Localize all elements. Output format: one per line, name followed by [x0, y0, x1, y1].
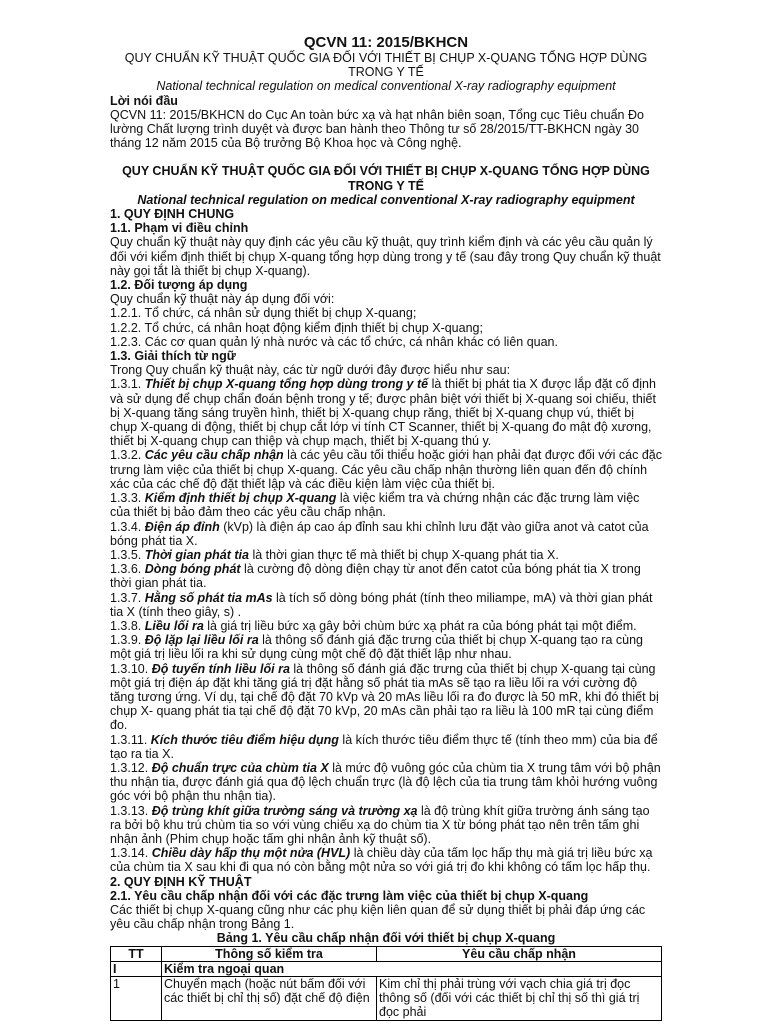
- term-name: Kích thước tiêu điểm hiệu dụng: [150, 732, 339, 747]
- term-number: 1.3.10.: [110, 661, 152, 676]
- term-number: 1.3.9.: [110, 633, 145, 648]
- table-header-param: Thông số kiểm tra: [162, 946, 377, 961]
- term-number: 1.3.6.: [110, 562, 145, 577]
- term-text: là chiều dày của tấm lọc hấp thụ mà giá trị liều bức xạ của chùm tia X sau khi đi qua nó còn bằng một nửa so với giá trị đo khi không có tấm lọc hấp thụ.: [110, 846, 653, 875]
- document-code: QCVN 11: 2015/BKHCN: [303, 34, 469, 51]
- table-cell-requirement: Kim chỉ thị phải trùng với vạch chia giá trị đọc thông số (đối với các thiết bị chỉ thị số thì giá trị đọc phải: [377, 977, 662, 1021]
- table-header-row: [111, 946, 662, 961]
- table-caption: Bảng 1. Yêu cầu chấp nhận đối với thiết bị chụp X-quang: [216, 931, 556, 946]
- term-number: 1.3.12.: [110, 760, 152, 775]
- term-definition: [110, 548, 662, 562]
- table-row: [111, 977, 662, 1021]
- term-name: Liều lối ra: [144, 618, 204, 633]
- section-2-1-heading: 2.1. Yêu cầu chấp nhận đối với các đặc trưng làm việc của thiết bị chụp X-quang: [110, 888, 589, 903]
- term-name: Dòng bóng phát: [144, 562, 241, 577]
- table-cell-tt: I: [111, 961, 162, 976]
- term-definition: [110, 733, 662, 761]
- term-number: 1.3.3.: [110, 491, 145, 506]
- term-text: là kích thước tiêu điểm thực tế (tính theo mm) của bia để tạo ra tia X.: [110, 732, 658, 761]
- term-number: 1.3.4.: [110, 519, 145, 534]
- table-cell-tt: 1: [111, 977, 162, 1021]
- section-1-2-item: 1.2.1. Tổ chức, cá nhân sử dụng thiết bị chụp X-quang;: [110, 306, 417, 321]
- term-text: là thông số đánh giá đặc trưng của thiết bị chụp X-quang tạo ra cùng một giá trị liều lối ra khi sử dụng cùng một chế độ đặt thiết lập như nhau.: [110, 633, 643, 662]
- main-title-en: National technical regulation on medical conventional X-ray radiography equipment: [137, 192, 635, 207]
- term-number: 1.3.2.: [110, 448, 145, 463]
- table-header-tt: TT: [111, 946, 162, 961]
- term-number: 1.3.14.: [110, 846, 152, 861]
- section-1-1-text: Quy chuẩn kỹ thuật này quy định các yêu cầu kỹ thuật, quy trình kiểm định và các yêu cầu quản lý đối với kiểm định thiết bị chụp X-quang tổng hợp dùng trong y tế (sau đây trong Quy chuẩn kỹ thuật này gọi tắt là thiết bị chụp X-quang).: [110, 235, 661, 278]
- document-title-en: National technical regulation on medical conventional X-ray radiography equipment: [156, 79, 616, 94]
- term-number: 1.3.1.: [110, 377, 145, 392]
- section-1-3-intro: Trong Quy chuẩn kỹ thuật này, các từ ngữ dưới đây được hiểu như sau:: [110, 363, 511, 378]
- term-name: Hằng số phát tia mAs: [144, 590, 273, 605]
- document-title-vi: QUY CHUẨN KỸ THUẬT QUỐC GIA ĐỐI VỚI THIẾT BỊ CHỤP X-QUANG TỔNG HỢP DÙNG TRONG Y TẾ: [124, 51, 648, 80]
- term-name: Các yêu cầu chấp nhận: [144, 448, 284, 463]
- section-2-heading: 2. QUY ĐỊNH KỸ THUẬT: [110, 874, 252, 889]
- section-1-1-heading: 1.1. Phạm vi điều chỉnh: [110, 221, 249, 236]
- term-definition: [110, 846, 662, 874]
- term-definition: [110, 491, 662, 519]
- foreword-heading: Lời nói đầu: [110, 93, 178, 108]
- term-name: Thời gian phát tia: [144, 547, 249, 562]
- term-name: Kiểm định thiết bị chụp X-quang: [144, 491, 337, 506]
- term-definition: [110, 377, 662, 448]
- table-cell-param: Chuyển mạch (hoặc nút bấm đối với các thiết bị chỉ thị số) đặt chế độ điện: [162, 977, 377, 1021]
- term-definition: [110, 591, 662, 619]
- term-text: là tích số dòng bóng phát (tính theo miliampe, mA) và thời gian phát tia X (tính theo giây, s) .: [110, 590, 653, 619]
- term-name: Chiều dày hấp thụ một nửa (HVL): [151, 846, 351, 861]
- requirements-table: [110, 946, 662, 1021]
- term-text: là độ trùng khít giữa trường ánh sáng tạo ra bởi bộ khu trú chùm tia so với vùng chiếu xạ do chùm tia X từ bóng phát tạo nên trên tấm ghi nhận ảnh (Phim chụp hoặc tấm ghi nhận ảnh kỹ thuật số).: [110, 803, 650, 846]
- term-definition: [110, 804, 662, 847]
- term-text: là giá trị liều bức xạ gây bởi chùm bức xạ phát ra của bóng phát tại một điểm.: [203, 618, 637, 633]
- term-text: (kVp) là điện áp cao áp đỉnh sau khi chỉnh lưu đặt vào giữa anot và catot của bóng phát tia X.: [110, 519, 649, 548]
- section-2-1-text: Các thiết bị chụp X-quang cũng như các phụ kiện liên quan để sử dụng thiết bị phải đáp ứng các yêu cầu chấp nhận trong Bảng 1.: [110, 902, 646, 932]
- section-1-2-intro: Quy chuẩn kỹ thuật này áp dụng đối với:: [110, 292, 335, 307]
- section-1-heading: 1. QUY ĐỊNH CHUNG: [110, 207, 235, 222]
- term-definition: [110, 448, 662, 491]
- term-name: Độ tuyến tính liều lối ra: [151, 661, 290, 676]
- spacer: [110, 150, 662, 164]
- term-text: là thời gian thực tế mà thiết bị chụp X-quang phát tia X.: [248, 547, 559, 562]
- term-text: là mức độ vuông góc của chùm tia X trung tâm với bộ phận thu nhận tia, được đánh giá qua độ lệch chuẩn trực (là độ lệch của tia trung tâm khỏi hướng vuông góc với bộ phận thu nhận tia).: [110, 760, 661, 804]
- table-header-requirement: Yêu cầu chấp nhận: [377, 946, 662, 961]
- term-text: là thông số đánh giá đặc trưng của thiết bị chụp X-quang tại cùng một giá trị điện áp đặt khi tăng giá trị đặt hằng số phát tia mAs sẽ tạo ra liều lối ra với cường độ tăng tương ứng. Ví dụ, tại chế độ đặt 70 kVp và 20 mAs liều lối ra đo được là 50 mR, khi đó thiết bị chụp X- quang phát tia tại chế độ đặt 70 kVp, 20 mAs cần phải tạo ra liều là 100 mR tại cùng điểm đo.: [110, 661, 659, 733]
- term-definition: [110, 520, 662, 548]
- term-definition: [110, 633, 662, 661]
- term-name: Độ lặp lại liều lối ra: [144, 633, 259, 648]
- term-number: 1.3.13.: [110, 803, 152, 818]
- term-name: Độ trùng khít giữa trường sáng và trường xạ: [151, 803, 418, 818]
- term-definition: [110, 619, 662, 633]
- term-definition: [110, 662, 662, 733]
- section-1-2-item: 1.2.3. Các cơ quan quản lý nhà nước và các tổ chức, cá nhân khác có liên quan.: [110, 334, 558, 349]
- section-1-2-item: 1.2.2. Tổ chức, cá nhân hoạt động kiểm định thiết bị chụp X-quang;: [110, 320, 483, 335]
- term-definition: [110, 562, 662, 590]
- term-text: là thiết bị phát tia X được lắp đặt cố định và sử dụng để chụp chẩn đoán bệnh trong y tế; được phân biệt với thiết bị X-quang soi chiếu, thiết bị X-quang tăng sáng truyền hình, thiết bị X-quang chụp răng, thiết bị X-quang chụp vú, thiết bị chụp X-quang di động, thiết bị chụp cắt lớp vi tính CT Scanner, thiết bị X-quang đo mật độ xương, thiết bị X-quang chụp can thiệp và chụp mạch, thiết bị X-quang thú y.: [110, 377, 656, 449]
- main-title-vi: QUY CHUẨN KỸ THUẬT QUỐC GIA ĐỐI VỚI THIẾT BỊ CHỤP X-QUANG TỔNG HỢP DÙNG TRONG Y TẾ: [122, 164, 650, 193]
- foreword-text: QCVN 11: 2015/BKHCN do Cục An toàn bức xạ và hạt nhân biên soạn, Tổng cục Tiêu chuẩn Đo lường Chất lượng trình duyệt và được ban hành theo Thông tư số 28/2015/TT-BKHCN ngày 30 tháng 12 năm 2015 của Bộ trưởng Bộ Khoa học và Công nghệ.: [110, 107, 644, 151]
- term-number: 1.3.8.: [110, 618, 145, 633]
- term-name: Độ chuẩn trực của chùm tia X: [151, 760, 329, 775]
- section-1-2-heading: 1.2. Đối tượng áp dụng: [110, 278, 248, 293]
- term-definition: [110, 761, 662, 804]
- table-cell-group-label: Kiểm tra ngoại quan: [162, 961, 662, 976]
- term-text: là các yêu cầu tối thiểu hoặc giới hạn phải đạt được đối với các đặc trưng làm việc của thiết bị chụp X-quang. Các yêu cầu chấp nhận thường liên quan đến độ chính xác của các chế độ đặt thiết lập và các điều kiện làm việc của thiết bị.: [110, 448, 663, 491]
- term-name: Điện áp đỉnh: [144, 519, 220, 534]
- term-number: 1.3.5.: [110, 547, 145, 562]
- term-number: 1.3.7.: [110, 590, 145, 605]
- term-name: Thiết bị chụp X-quang tổng hợp dùng trong y tế: [144, 377, 429, 392]
- term-text: là việc kiểm tra và chứng nhận các đặc trưng làm việc của thiết bị bảo đảm theo các yêu cầu chấp nhận.: [110, 491, 640, 520]
- section-1-3-heading: 1.3. Giải thích từ ngữ: [110, 349, 236, 364]
- term-text: là cường độ dòng điện chạy từ anot đến catot của bóng phát tia X trong thời gian phát tia.: [110, 562, 641, 591]
- term-number: 1.3.11.: [110, 732, 151, 747]
- table-row: [111, 961, 662, 976]
